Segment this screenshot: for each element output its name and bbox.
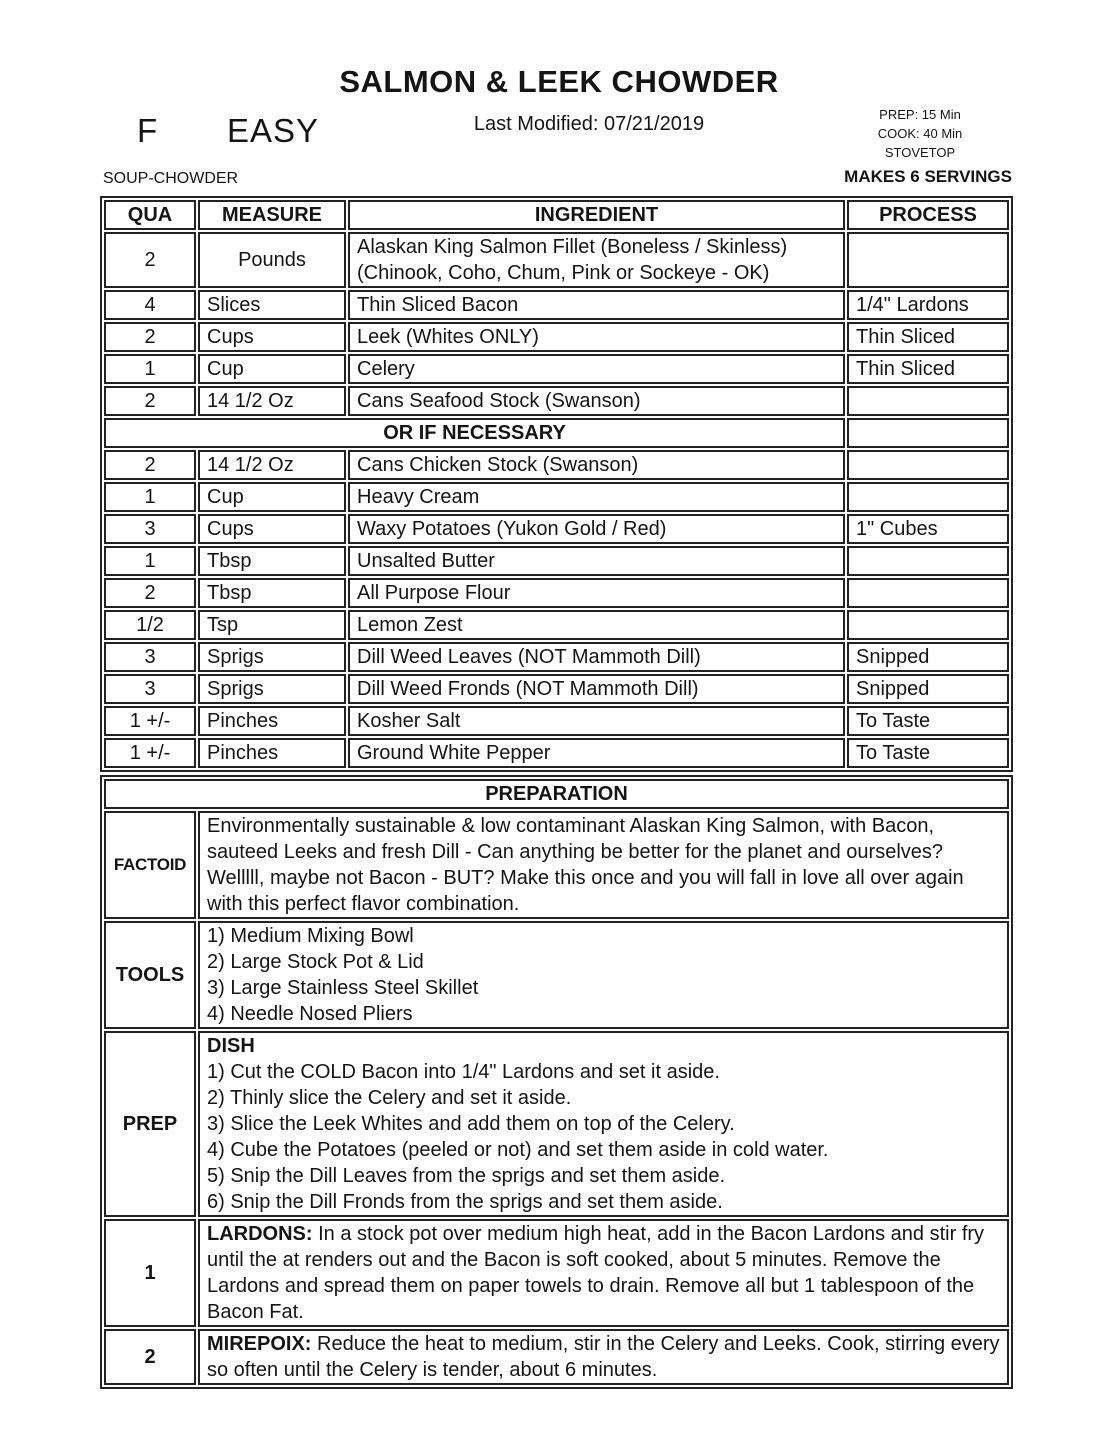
process-cell: 1" Cubes — [847, 514, 1009, 544]
qua-cell: 3 — [104, 514, 196, 544]
measure-cell: Sprigs — [198, 642, 346, 672]
factoid-row — [104, 811, 1009, 919]
factoid-label: FACTOID — [104, 811, 196, 919]
process-cell — [847, 610, 1009, 640]
ingredient-row — [104, 706, 1009, 736]
ingredient-cell: Leek (Whites ONLY) — [348, 322, 845, 352]
step-row — [104, 1219, 1009, 1327]
column-header-ingredient: INGREDIENT — [348, 200, 845, 230]
ingredient-cell: Ground White Pepper — [348, 738, 845, 768]
prep-row — [104, 1031, 1009, 1217]
ingredient-row — [104, 578, 1009, 608]
ingredient-row — [104, 322, 1009, 352]
ingredient-row — [104, 514, 1009, 544]
page-title: SALMON & LEEK CHOWDER — [339, 64, 779, 99]
qua-cell: 1 — [104, 482, 196, 512]
ingredient-cell: Thin Sliced Bacon — [348, 290, 845, 320]
step-row — [104, 1329, 1009, 1385]
ingredient-row — [104, 610, 1009, 640]
step-number: 1 — [104, 1219, 196, 1327]
tools-row — [104, 921, 1009, 1029]
ingredient-row — [104, 290, 1009, 320]
ingredient-cell: Kosher Salt — [348, 706, 845, 736]
category-label: SOUP-CHOWDER — [103, 170, 239, 187]
process-cell: To Taste — [847, 706, 1009, 736]
prep-cell — [198, 1031, 1009, 1217]
measure-cell: Cup — [198, 354, 346, 384]
ingredient-line: Alaskan King Salmon Fillet (Boneless / Skinless) — [357, 236, 788, 258]
timing-block — [855, 105, 985, 162]
qua-cell: 3 — [104, 674, 196, 704]
prep-step-item: 4) Cube the Potatoes (peeled or not) and set them aside in cold water. — [207, 1139, 829, 1161]
process-cell — [847, 232, 1009, 288]
preparation-header: PREPARATION — [104, 779, 1009, 809]
ingredient-row — [104, 674, 1009, 704]
servings-label: MAKES 6 SERVINGS — [844, 167, 1012, 186]
ingredient-row — [104, 482, 1009, 512]
last-modified-label: Last Modified: 07/21/2019 — [473, 113, 705, 135]
ingredient-cell: Cans Seafood Stock (Swanson) — [348, 386, 845, 416]
prep-time-label: PREP: 15 Min — [879, 107, 961, 122]
preparation-header-row — [104, 779, 1009, 809]
ingredient-cell: Heavy Cream — [348, 482, 845, 512]
prep-step-item: 5) Snip the Dill Leaves from the sprigs and set them aside. — [207, 1165, 726, 1187]
tools-cell — [198, 921, 1009, 1029]
qua-cell: 1 +/- — [104, 706, 196, 736]
qua-cell: 3 — [104, 642, 196, 672]
ingredient-row — [104, 546, 1009, 576]
measure-cell: Pinches — [198, 738, 346, 768]
step-text — [207, 1221, 1000, 1325]
step-cell — [198, 1219, 1009, 1327]
ingredient-cell: Dill Weed Fronds (NOT Mammoth Dill) — [348, 674, 845, 704]
measure-cell: Cup — [198, 482, 346, 512]
process-cell: Snipped — [847, 674, 1009, 704]
ingredient-row — [104, 386, 1009, 416]
measure-cell: Cups — [198, 514, 346, 544]
ingredients-table — [100, 196, 1013, 772]
measure-cell: Pounds — [198, 232, 346, 288]
prep-step-item: 2) Thinly slice the Celery and set it aside. — [207, 1087, 572, 1109]
factoid-cell — [198, 811, 1009, 919]
column-header-qua: QUA — [104, 200, 196, 230]
measure-cell: Tsp — [198, 610, 346, 640]
divider-row — [104, 418, 1009, 448]
process-cell — [847, 578, 1009, 608]
category-letter: F — [137, 112, 158, 149]
qua-cell: 1 — [104, 354, 196, 384]
difficulty-label: EASY — [227, 112, 320, 149]
ingredient-line: (Chinook, Coho, Chum, Pink or Sockeye - OK) — [357, 262, 770, 284]
process-cell — [847, 482, 1009, 512]
ingredient-cell: Cans Chicken Stock (Swanson) — [348, 450, 845, 480]
column-header-process: PROCESS — [847, 200, 1009, 230]
tool-item: 1) Medium Mixing Bowl — [207, 925, 414, 947]
ingredient-row — [104, 354, 1009, 384]
process-cell: Snipped — [847, 642, 1009, 672]
preparation-table — [100, 775, 1013, 1389]
qua-cell: 1 — [104, 546, 196, 576]
ingredient-cell: Unsalted Butter — [348, 546, 845, 576]
ingredient-row — [104, 738, 1009, 768]
ingredient-cell: Dill Weed Leaves (NOT Mammoth Dill) — [348, 642, 845, 672]
ingredients-header-row — [104, 200, 1009, 230]
ingredient-cell: Celery — [348, 354, 845, 384]
prep-label: PREP — [104, 1031, 196, 1217]
ingredient-cell: Lemon Zest — [348, 610, 845, 640]
qua-cell: 1 +/- — [104, 738, 196, 768]
qua-cell: 2 — [104, 386, 196, 416]
process-cell: To Taste — [847, 738, 1009, 768]
ingredient-row — [104, 450, 1009, 480]
ingredient-cell: Waxy Potatoes (Yukon Gold / Red) — [348, 514, 845, 544]
ingredient-row — [104, 232, 1009, 288]
measure-cell: Slices — [198, 290, 346, 320]
qua-cell: 1/2 — [104, 610, 196, 640]
step-prefix: MIREPOIX: — [207, 1333, 312, 1355]
step-number: 2 — [104, 1329, 196, 1385]
measure-cell: Sprigs — [198, 674, 346, 704]
ingredient-row — [104, 642, 1009, 672]
qua-cell: 2 — [104, 578, 196, 608]
process-cell — [847, 546, 1009, 576]
prep-step-item: 3) Slice the Leek Whites and add them on top of the Celery. — [207, 1113, 735, 1135]
factoid-text: Environmentally sustainable & low contaminant Alaskan King Salmon, with Bacon, sauteed Leeks and fresh Dill - Can anything be better for the planet and ourselves? Welllll, maybe not Bacon - BUT? Make this once and you will fall in love all over again with this perfect flavor combination. — [207, 815, 964, 915]
process-cell — [847, 450, 1009, 480]
ingredient-cell — [348, 232, 845, 288]
qua-cell: 2 — [104, 450, 196, 480]
cook-time-label: COOK: 40 Min — [877, 126, 963, 141]
divider-empty-cell — [847, 418, 1009, 448]
process-cell — [847, 386, 1009, 416]
measure-cell: 14 1/2 Oz — [198, 450, 346, 480]
column-header-measure: MEASURE — [198, 200, 346, 230]
measure-cell: 14 1/2 Oz — [198, 386, 346, 416]
prep-step-item: 1) Cut the COLD Bacon into 1/4" Lardons and set it aside. — [207, 1061, 720, 1083]
prep-dish-title: DISH — [207, 1035, 255, 1057]
cook-method-label: STOVETOP — [884, 145, 956, 160]
tools-label: TOOLS — [104, 921, 196, 1029]
process-cell: Thin Sliced — [847, 354, 1009, 384]
step-body: Reduce the heat to medium, stir in the Celery and Leeks. Cook, stirring every so often until the Celery is tender, about 6 minutes. — [207, 1333, 1000, 1381]
tool-item: 3) Large Stainless Steel Skillet — [207, 977, 479, 999]
measure-cell: Cups — [198, 322, 346, 352]
divider-label: OR IF NECESSARY — [104, 418, 845, 448]
prep-step-item: 6) Snip the Dill Fronds from the sprigs and set them aside. — [207, 1191, 723, 1213]
process-cell: Thin Sliced — [847, 322, 1009, 352]
qua-cell: 2 — [104, 232, 196, 288]
step-cell — [198, 1329, 1009, 1385]
step-text — [207, 1331, 1000, 1383]
measure-cell: Pinches — [198, 706, 346, 736]
measure-cell: Tbsp — [198, 546, 346, 576]
step-prefix: LARDONS: — [207, 1223, 313, 1245]
tool-item: 4) Needle Nosed Pliers — [207, 1003, 413, 1025]
step-body: In a stock pot over medium high heat, add in the Bacon Lardons and stir fry until the at renders out and the Bacon is soft cooked, about 5 minutes. Remove the Lardons and spread them on paper towels to drain. Remove all but 1 tablespoon of the Bacon Fat. — [207, 1223, 985, 1323]
qua-cell: 2 — [104, 322, 196, 352]
ingredient-cell: All Purpose Flour — [348, 578, 845, 608]
tool-item: 2) Large Stock Pot & Lid — [207, 951, 424, 973]
process-cell: 1/4" Lardons — [847, 290, 1009, 320]
qua-cell: 4 — [104, 290, 196, 320]
measure-cell: Tbsp — [198, 578, 346, 608]
